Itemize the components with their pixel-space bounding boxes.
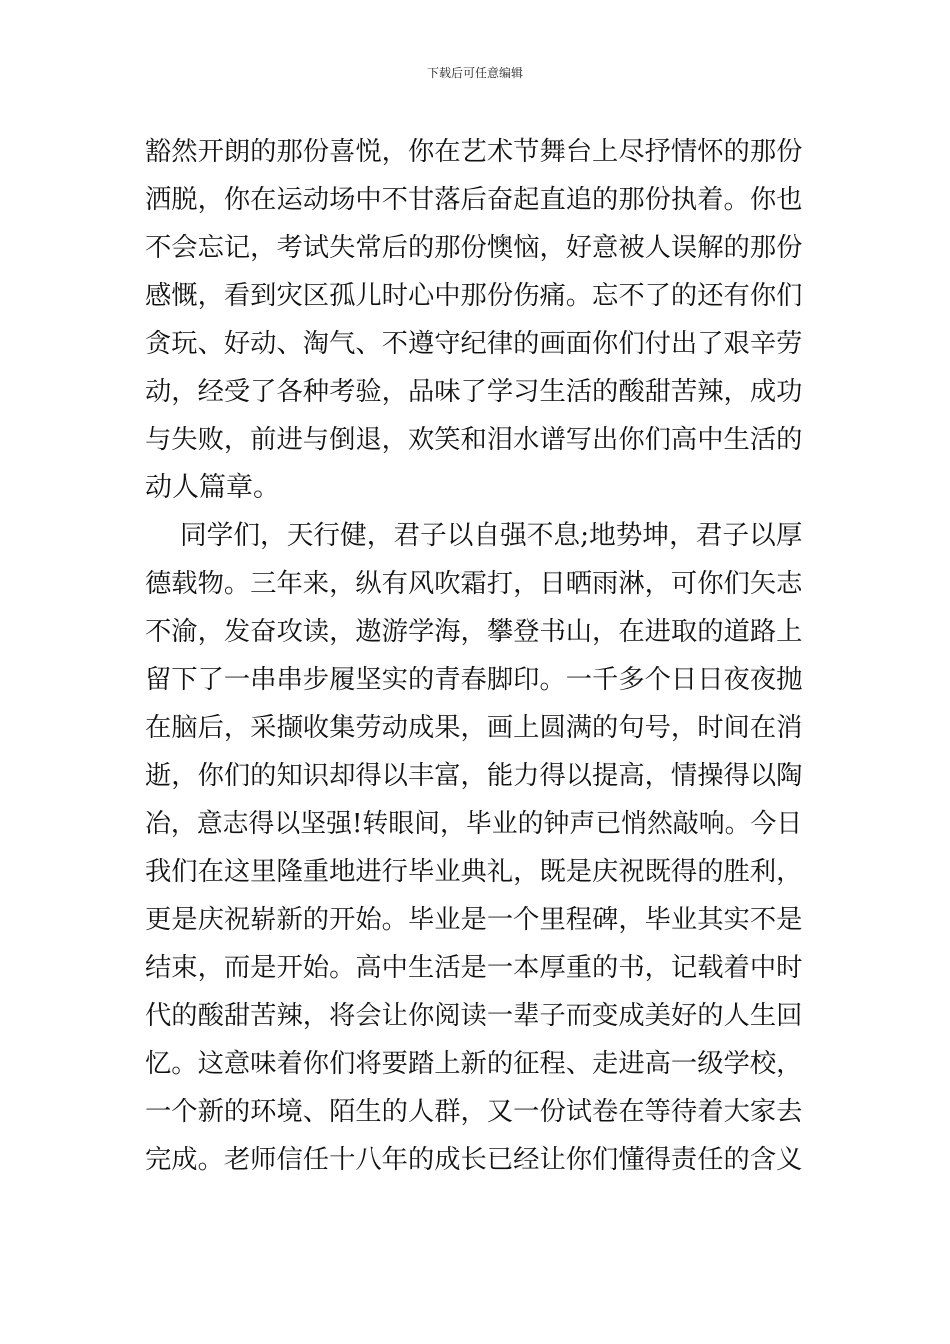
paragraph-2 [145,512,805,1184]
text-line: 忆。这意味着你们将要踏上新的征程、走进高一级学校， [145,1049,803,1079]
paragraph-1 [145,128,805,512]
page-header: 下载后可任意编辑 [426,66,523,80]
text-line: 动，经受了各种考验，品味了学习生活的酸甜苦辣，成功 [145,377,803,407]
text-line: 不会忘记，考试失常后的那份懊恼，好意被人误解的那份 [145,233,803,263]
text-line: 我们在这里隆重地进行毕业典礼，既是庆祝既得的胜利， [145,857,803,887]
text-line: 代的酸甜苦辣，将会让你阅读一辈子而变成美好的人生回 [145,1001,803,1031]
text-line: 结束，而是开始。高中生活是一本厚重的书，记载着中时 [145,953,803,983]
text-line: 完成。老师信任十八年的成长已经让你们懂得责任的含义 [145,1145,803,1175]
text-line: 留下了一串串步履坚实的青春脚印。一千多个日日夜夜抛 [145,665,803,695]
text-line: 动人篇章。 [145,472,280,503]
text-line: 与失败，前进与倒退，欢笑和泪水谱写出你们高中生活的 [145,425,803,455]
text-line: 洒脱，你在运动场中不甘落后奋起直追的那份执着。你也 [145,185,803,215]
text-line: 感慨，看到灾区孤儿时心中那份伤痛。忘不了的还有你们 [145,281,803,311]
text-line: 更是庆祝崭新的开始。毕业是一个里程碑，毕业其实不是 [145,905,803,935]
document-body [145,128,805,1184]
text-line: 一个新的环境、陌生的人群，又一份试卷在等待着大家去 [145,1097,803,1127]
text-line: 德载物。三年来，纵有风吹霜打，日晒雨淋，可你们矢志 [145,569,803,599]
text-line: 逝，你们的知识却得以丰富，能力得以提高，情操得以陶 [145,761,803,791]
text-line: 贪玩、好动、淘气、不遵守纪律的画面你们付出了艰辛劳 [145,329,803,359]
text-line: 同学们，天行健，君子以自强不息;地势坤，君子以厚 [180,520,803,551]
text-line: 不渝，发奋攻读，遨游学海，攀登书山，在进取的道路上 [145,617,803,647]
text-line: 豁然开朗的那份喜悦，你在艺术节舞台上尽抒情怀的那份 [145,137,803,167]
text-line: 在脑后，采撷收集劳动成果，画上圆满的句号，时间在消 [145,713,803,743]
text-line: 冶，意志得以坚强!转眼间，毕业的钟声已悄然敲响。今日 [145,809,803,839]
